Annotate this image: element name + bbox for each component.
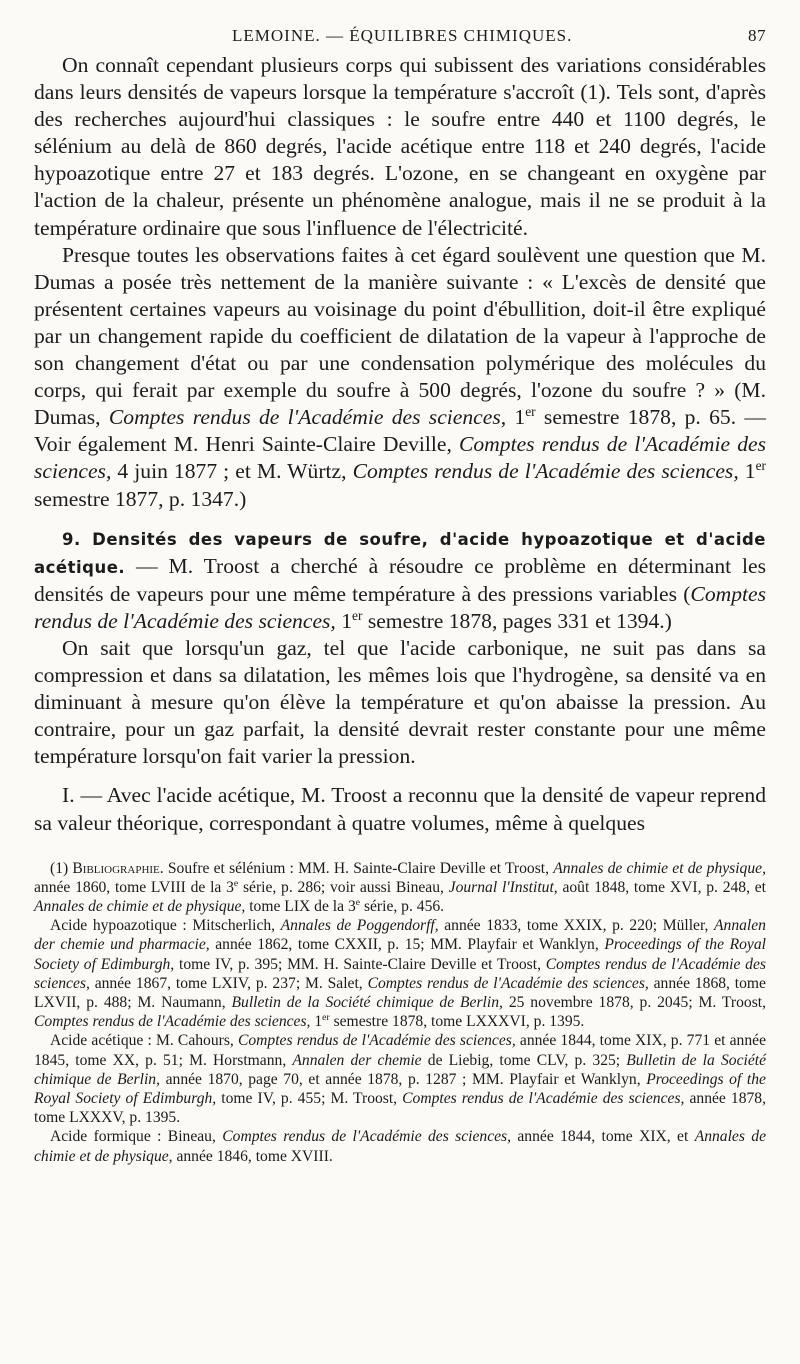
text-run: I. — Avec l'acide acétique, M. Troost a reconnu que la densité de vapeur reprend sa valeur théorique, correspondant à quatre volumes, même à quelques (34, 783, 766, 835)
page-number: 87 (748, 26, 766, 45)
journal-title: Comptes rendus de l'Académie des sciences, (367, 974, 649, 992)
text-run: On connaît cependant plusieurs corps qui subissent des variations considérables dans leurs densités de vapeurs lorsque la température s'accroît (1). Tels sont, d'après des recherches aujourd'hui classiques : le soufre entre 440 et 1100 degrés, le sélénium au delà de 860 degrés, l'acide acétique entre 118 et 240 degrés, l'acide hypoazotique entre 27 et 183 degrés. L'ozone, en se changeant en oxygène par l'action de la chaleur, présente un phénomène analogue, mais il ne se produit à la température ordinaire que sous l'influence de l'électricité. (34, 53, 766, 240)
footnote (34, 859, 766, 917)
journal-title: Comptes rendus de l'Académie des sciences, (237, 1032, 516, 1050)
superscript: er (525, 404, 536, 420)
journal-title: Comptes rendus de l'Académie des sciences, (34, 1013, 311, 1031)
journal-title: Bulletin de la Société chimique de Berlin, (231, 994, 503, 1012)
journal-title: Annales de chimie et de physique, (553, 859, 766, 877)
text-run: année 1878, tome LXXXV, p. 1395. (34, 1090, 766, 1127)
footnote-label: Bibliographie. (72, 859, 164, 877)
journal-title: Comptes rendus de l'Académie des sciences, (34, 955, 766, 992)
journal-title: Journal l'Institut, (448, 878, 558, 896)
text-run: série, p. 286; voir aussi Bineau, (238, 878, 449, 896)
journal-title: Annales de Poggendorff, (280, 917, 439, 935)
text-run: tome IV, p. 395; MM. H. Sainte-Claire Deville et Troost, (174, 955, 546, 973)
paragraph (34, 525, 766, 635)
journal-title: Bulletin de la Société chimique de Berlin, (34, 1051, 766, 1088)
text-run: tome IV, p. 455; M. Troost, (216, 1090, 403, 1108)
text-run: année 1862, tome CXXII, p. 15; MM. Playfair et Wanklyn, (209, 936, 605, 954)
text-run: tome LIX de la 3 (245, 898, 356, 916)
text-run: année 1844, tome XIX, et (511, 1128, 695, 1146)
footnote (34, 1031, 766, 1127)
text-run: 1 (738, 459, 756, 484)
journal-title: Comptes rendus de l'Académie des sciences, (108, 405, 507, 430)
text-run: année 1833, tome XXIX, p. 220; Müller, (438, 917, 715, 935)
text-run: semestre 1878, tome LXXXVI, p. 1395. (329, 1013, 585, 1031)
running-header (232, 26, 766, 46)
superscript: er (322, 1012, 330, 1024)
text-run: année 1870, page 70, et année 1878, p. 1287 ; MM. Playfair et Wanklyn, (159, 1070, 647, 1088)
running-title: LEMOINE. — ÉQUILIBRES CHIMIQUES. (232, 26, 573, 45)
text-run: Acide formique : Bineau, (50, 1128, 223, 1146)
text-run: Acide acétique : M. Cahours, (50, 1032, 238, 1050)
text-run: série, p. 456. (360, 898, 445, 916)
text-run: 1 (310, 1013, 323, 1031)
journal-title: Annales de chimie et de physique, (34, 898, 246, 916)
text-run: année 1846, tome XVIII. (172, 1147, 333, 1165)
text-run: août 1848, tome XVI, p. 248, et (557, 878, 766, 896)
text-run: — M. Troost a cherché à résoudre ce problème en déterminant les densités de vapeurs pour une même température à des pressions variables ( (34, 553, 766, 606)
text-run: année 1860, tome LVIII de la 3 (34, 878, 234, 896)
paragraph (34, 635, 766, 770)
text-run: Presque toutes les observations faites à cet égard soulèvent une question que M. Dumas a posée très nettement de la manière suivante : « L'excès de densité que présentent certaines vapeurs au voisinage du point d'ébullition, doit-il être expliqué par un changement rapide du coefficient de dilatation de la vapeur à l'approche de son changement d'état ou par une condensation polymérique des molécules du corps, qui ferait par exemple du soufre à 500 degrés, l'ozone du soufre ? » (M. Dumas, (34, 242, 766, 430)
main-text (34, 52, 766, 837)
text-run: année 1868, tome LXVII, p. 488; M. Naumann, (34, 974, 766, 1012)
text-run: Acide hypoazotique : Mitscherlich, (50, 917, 281, 935)
superscript: er (755, 458, 766, 474)
journal-title: Annalen der chemie (292, 1051, 422, 1069)
text-run: de Liebig, tome CLV, p. 325; (421, 1051, 627, 1069)
journal-title: Proceedings of the Royal Society of Edimburgh, (34, 1070, 766, 1108)
text-run: année 1844, tome XIX, p. 771 et année 1845, tome XX, p. 51; M. Horstmann, (34, 1032, 766, 1069)
paragraph (34, 52, 766, 242)
journal-title: Comptes rendus de l'Académie des sciences, (34, 432, 766, 484)
footnote (34, 916, 766, 1031)
superscript: e (355, 896, 361, 908)
text-run: 4 juin 1877 ; et M. Würtz, (111, 459, 353, 484)
superscript: e (233, 877, 239, 889)
text-run: semestre 1878, p. 65. — Voir également M. Henri Sainte-Claire Deville, (34, 405, 766, 457)
text-run: On sait que lorsqu'un gaz, tel que l'acide carbonique, ne suit pas dans sa compression et dans sa dilatation, les mêmes lois que l'hydrogène, sa densité va en diminuant à mesure qu'on élève la température et qu'on abaisse la pression. Au contraire, pour un gaz parfait, la densité devrait rester constante pour une même température lorsqu'on fait varier la pression. (34, 635, 766, 769)
text-run: 25 novembre 1878, p. 2045; M. Troost, (502, 994, 766, 1012)
text-run: 1 (335, 608, 353, 633)
journal-title: Comptes rendus de l'Académie des sciences, (352, 459, 739, 484)
paragraph (34, 782, 766, 836)
text-run: semestre 1878, pages 331 et 1394.) (362, 608, 672, 633)
footnote-marker: (1) (50, 859, 73, 877)
text-run: semestre 1877, p. 1347.) (34, 486, 247, 511)
footnote (34, 1127, 766, 1165)
text-run: 1 (506, 405, 526, 430)
journal-title: Comptes rendus de l'Académie des sciences, (222, 1128, 512, 1146)
footnotes (34, 859, 766, 1166)
journal-title: Comptes rendus de l'Académie des sciences, (34, 581, 766, 633)
text-run: année 1867, tome LXIV, p. 237; M. Salet, (89, 974, 368, 992)
journal-title: Annalen der chemie und pharmacie, (34, 917, 766, 954)
text-run: Soufre et sélénium : MM. H. Sainte-Claire Deville et Troost, (163, 859, 554, 877)
journal-title: Comptes rendus de l'Académie des sciences, (402, 1090, 685, 1108)
section-heading: 9. Densités des vapeurs de soufre, d'acide hypoazotique et d'acide acétique. (34, 529, 766, 577)
paragraph (34, 242, 766, 513)
journal-title: Proceedings of the Royal Society of Edimburgh, (34, 936, 766, 973)
superscript: er (352, 607, 363, 623)
journal-title: Annales de chimie et de physique, (34, 1128, 767, 1165)
